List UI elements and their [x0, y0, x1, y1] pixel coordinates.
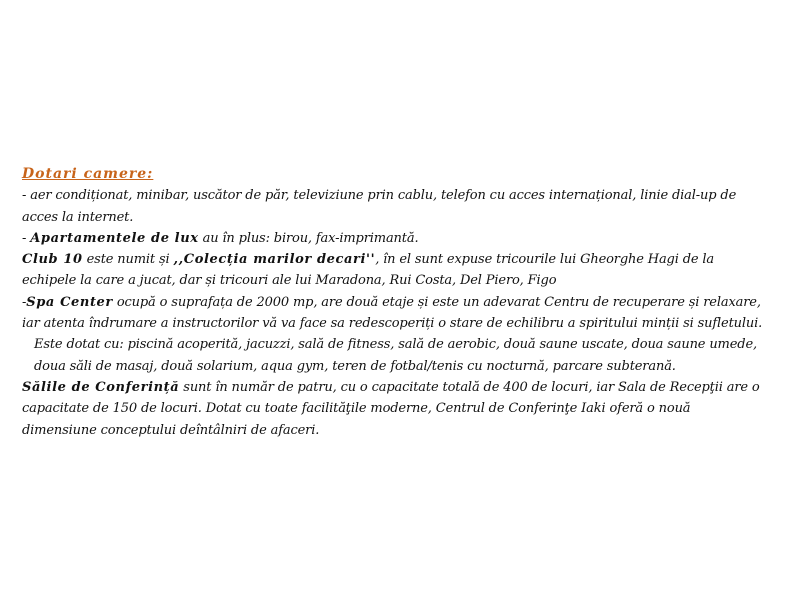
- section-heading: [22, 164, 764, 185]
- conference-rooms-title: Sălile de Conferință: [22, 379, 180, 395]
- paragraph-spa-center: [22, 292, 764, 335]
- paragraph-conference-rooms: [22, 377, 764, 441]
- club-10-text-1: este numit și: [82, 252, 174, 268]
- luxury-apartments-title: Apartamentele de lux: [30, 230, 199, 246]
- spa-center-title: Spa Center: [26, 294, 113, 310]
- luxury-apartments-text: au în plus: birou, fax-imprimantă.: [198, 230, 419, 246]
- conference-rooms-text: sunt în număr de patru, cu o capacitate totală de 400 de locuri, iar Sala de Recepţii are o capacitate de 150 de locuri. Dotat cu toate facilităţile moderne, Centrul de Conferinţe Iaki oferă o nouă dimensiune conceptului deîntâlniri de afaceri.: [22, 379, 760, 438]
- club-10-title: Club 10: [22, 252, 83, 268]
- document-body: [22, 164, 764, 441]
- club-10-text-2: , în el sunt expuse tricourile lui Gheorghe Hagi de la echipele la care a jucat, dar și tricouri ale lui Maradona, Rui Costa, Del Piero, Figo: [22, 252, 715, 289]
- paragraph-room-amenities: [22, 185, 764, 228]
- paragraph-luxury-apartments: [22, 228, 764, 249]
- club-10-collection-name: ,,Colecția marilor decari'': [173, 252, 376, 268]
- paragraph-spa-facilities: [22, 334, 764, 377]
- spa-facilities-text: Este dotat cu: piscină acoperită, jacuzzi, sală de fitness, sală de aerobic, două saune uscate, doua saune umede, doua săli de masaj, două solarium, aqua gym, teren de fotbal/tenis cu nocturnă, parcare subterană.: [34, 337, 757, 374]
- dash-prefix: -: [22, 230, 31, 246]
- dash-prefix: -: [22, 294, 27, 310]
- room-amenities-text: - aer condiționat, minibar, uscător de păr, televiziune prin cablu, telefon cu acces internațional, linie dial-up de acces la internet.: [22, 188, 737, 225]
- spa-center-text: ocupă o suprafața de 2000 mp, are două etaje și este un adevarat Centru de recuperare și relaxare, iar atenta îndrumare a instructorilor vă va face sa redescoperiți o stare de echilibru a spiritului minții si sufletului.: [22, 294, 763, 332]
- paragraph-club-10: [22, 249, 764, 292]
- heading-dotari-camere: Dotari camere:: [22, 166, 154, 182]
